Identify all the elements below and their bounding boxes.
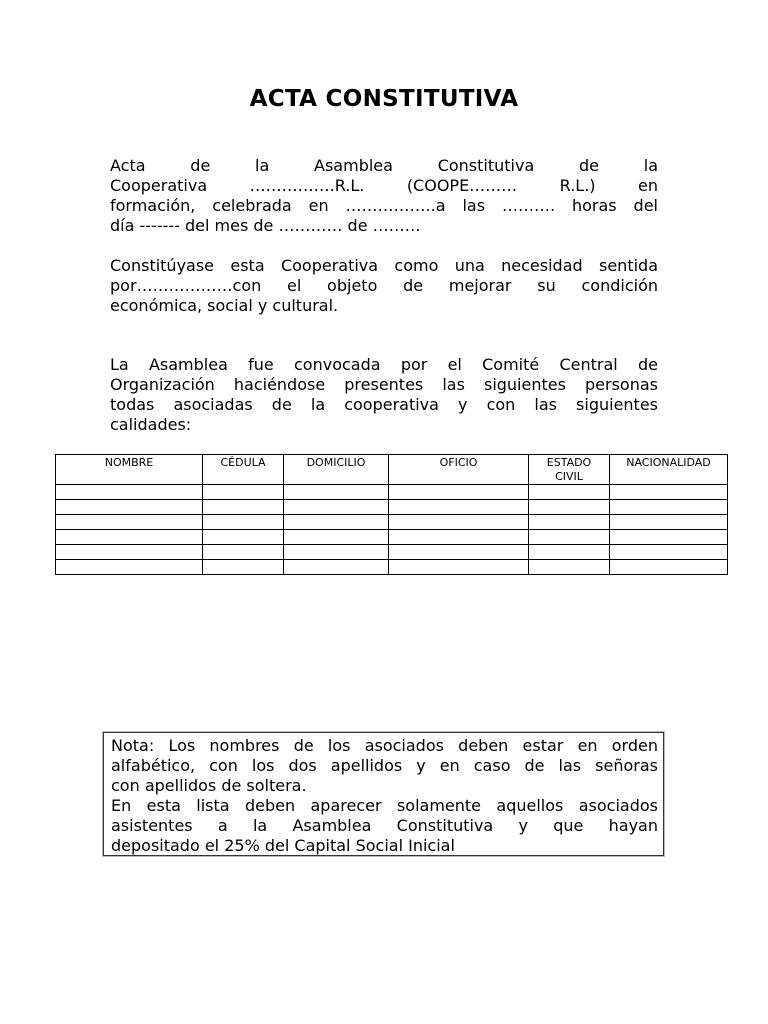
table-cell [529,560,610,575]
header-oficio: OFICIO [389,455,529,485]
table-cell [203,560,284,575]
table-row [56,515,728,530]
table-cell [56,530,203,545]
members-table [55,454,728,575]
table-cell [610,485,728,500]
text-line: todas asociadas de la cooperativa y con las siguientes [110,395,658,414]
table-cell [389,500,529,515]
table-row [56,485,728,500]
table-cell [389,545,529,560]
note-line: con apellidos de soltera. [111,776,307,795]
table-cell [529,530,610,545]
table-cell [56,560,203,575]
table-cell [389,485,529,500]
note-line: alfabético, con los dos apellidos y en caso de las señoras [111,756,658,775]
table-cell [203,485,284,500]
table-cell [389,560,529,575]
text-line: Cooperativa …………….R.L. (COOPE……… R.L.) en [110,176,658,195]
header-domicilio: DOMICILIO [284,455,389,485]
note-line: depositado el 25% del Capital Social Inicial [111,836,455,855]
table-cell [529,515,610,530]
table-row [56,530,728,545]
paragraph-acta-intro [110,156,658,236]
paragraph-convocatoria [110,355,658,435]
table-cell [389,530,529,545]
table-cell [56,485,203,500]
table-cell [610,560,728,575]
document-title: ACTA CONSTITUTIVA [249,86,519,112]
table-cell [56,545,203,560]
table-cell [529,485,610,500]
table-cell [203,515,284,530]
table-cell [610,515,728,530]
table-cell [610,545,728,560]
note-box [103,732,664,856]
table-cell [56,515,203,530]
table-cell [284,515,389,530]
table-body [56,485,728,575]
table-cell [529,545,610,560]
table-cell [56,500,203,515]
text-line: Acta de la Asamblea Constitutiva de la [110,156,658,175]
table-cell [389,515,529,530]
text-line: día ------- del mes de ………… de ……… [110,216,421,235]
note-line: En esta lista deben aparecer solamente aquellos asociados [111,796,658,815]
header-nombre: NOMBRE [56,455,203,485]
header-nacionalidad: NACIONALIDAD [610,455,728,485]
table-header-row [56,455,728,485]
table-cell [284,560,389,575]
header-estado-civil: ESTADO CIVIL [529,455,610,485]
text-line: La Asamblea fue convocada por el Comité Central de [110,355,658,374]
table-row [56,500,728,515]
table-cell [203,500,284,515]
paragraph-constitucion [110,256,658,316]
text-line: económica, social y cultural. [110,296,339,315]
text-line: calidades: [110,415,192,434]
table-cell [610,500,728,515]
text-line: Constitúyase esta Cooperativa como una necesidad sentida [110,256,658,275]
table-cell [284,485,389,500]
table-cell [529,500,610,515]
table-cell [203,545,284,560]
table-row [56,560,728,575]
header-cedula: CÉDULA [203,455,284,485]
table-cell [284,545,389,560]
table-cell [284,500,389,515]
text-line: por………………con el objeto de mejorar su condición [110,276,658,295]
note-line: asistentes a la Asamblea Constitutiva y que hayan [111,816,658,835]
table-cell [203,530,284,545]
table-cell [284,530,389,545]
note-line: Nota: Los nombres de los asociados deben estar en orden [111,736,658,755]
table-row [56,545,728,560]
text-line: formación, celebrada en ……………..a las ………. horas del [110,196,658,215]
text-line: Organización haciéndose presentes las siguientes personas [110,375,658,394]
table-cell [610,530,728,545]
